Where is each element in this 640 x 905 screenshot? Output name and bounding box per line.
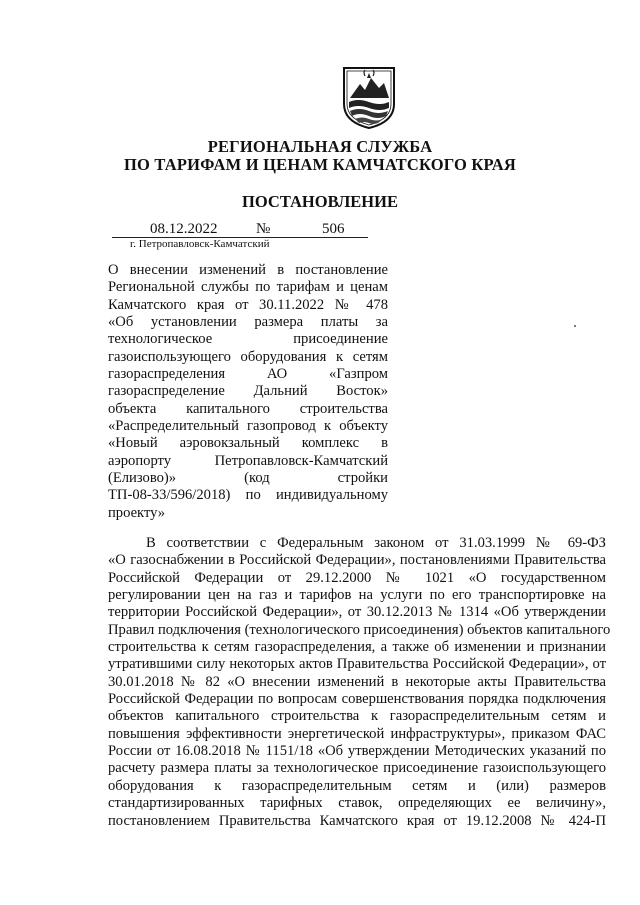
- subject-line: Камчатского края от 30.11.2022 № 478: [108, 296, 388, 313]
- subject-line: «Новый аэровокзальный комплекс в: [108, 435, 388, 452]
- body-line: объектов капитального строительства к газораспределительным сетям и: [108, 708, 606, 725]
- body-line: В соответствии с Федеральным законом от 31.03.1999 № 69-ФЗ: [146, 535, 606, 551]
- subject-line: ТП-08-33/596/2018) по индивидуальному: [108, 487, 388, 504]
- body-line: строительства к сетям газораспределения, а также об изменении и признании: [108, 639, 606, 656]
- subject-line: газораспределения АО «Газпром: [108, 366, 388, 383]
- document-subject: [108, 262, 388, 522]
- subject-line: технологическое присоединение: [108, 331, 388, 348]
- subject-line: газораспределение Дальний Восток»: [108, 383, 388, 400]
- body-line: регулировании цен на газ и тарифов на услуги по его транспортировке на: [108, 587, 606, 604]
- body-line: России от 16.08.2018 № 1151/18 «Об утверждении Методических указаний по: [108, 743, 606, 760]
- body-line: 30.01.2018 № 82 «О внесении изменений в некоторые акты Правительства: [108, 673, 606, 690]
- body-line: Российской Федерации от 29.12.2000 № 1021 «О государственном: [108, 569, 606, 586]
- body-line: «О газоснабжении в Российской Федерации», постановлениями Правительства: [108, 552, 606, 569]
- subject-line: объекта капитального строительства: [108, 400, 388, 417]
- scan-speck: [574, 325, 576, 327]
- body-line: постановлением Правительства Камчатского края от 19.12.2008 № 424-П: [108, 812, 606, 829]
- subject-line: газоиспользующего оборудования к сетям: [108, 348, 388, 365]
- document-type: ПОСТАНОВЛЕНИЕ: [242, 192, 398, 211]
- subject-line: «Об установлении размера платы за: [108, 314, 388, 331]
- subject-line: «Распределительный газопровод к объекту: [108, 418, 388, 435]
- body-line: Российской Федерации по вопросам совершенствования порядка подключения: [108, 691, 606, 708]
- org-title-line-2: ПО ТАРИФАМ И ЦЕНАМ КАМЧАТСКОГО КРАЯ: [124, 155, 516, 174]
- subject-line: О внесении изменений в постановление: [108, 262, 388, 278]
- body-line: утратившими силу некоторых актов Правительства Российской Федерации», от: [108, 656, 606, 673]
- body-line: стандартизированных тарифных ставок, определяющих ее величину»,: [108, 795, 606, 812]
- body-line: расчету размера платы за технологическое присоединение газоиспользующего: [108, 760, 606, 777]
- subject-line: (Елизово)» (код стройки: [108, 470, 388, 487]
- kamchatka-coat-of-arms-icon: [338, 64, 400, 130]
- document-number: 506: [322, 221, 345, 237]
- body-line: территории Российской Федерации», от 30.12.2013 № 1314 «Об утверждении: [108, 604, 606, 621]
- subject-line: аэропорту Петропавловск-Камчатский: [108, 452, 388, 469]
- subject-line: Региональной службы по тарифам и ценам: [108, 279, 388, 296]
- subject-line: проекту»: [108, 504, 166, 521]
- body-line: Правил подключения (технологического присоединения) объектов капитального: [108, 621, 611, 638]
- body-line: оборудования к газораспределительным сетям и (или) размеров: [108, 777, 606, 794]
- body-line: повышения эффективности энергетической инфраструктуры», приказом ФАС: [108, 725, 606, 742]
- number-sign: №: [256, 221, 271, 237]
- document-date: 08.12.2022: [150, 221, 218, 237]
- document-body: [108, 535, 611, 830]
- document-city: г. Петропавловск-Камчатский: [130, 238, 270, 250]
- org-title-line-1: РЕГИОНАЛЬНАЯ СЛУЖБА: [207, 137, 433, 156]
